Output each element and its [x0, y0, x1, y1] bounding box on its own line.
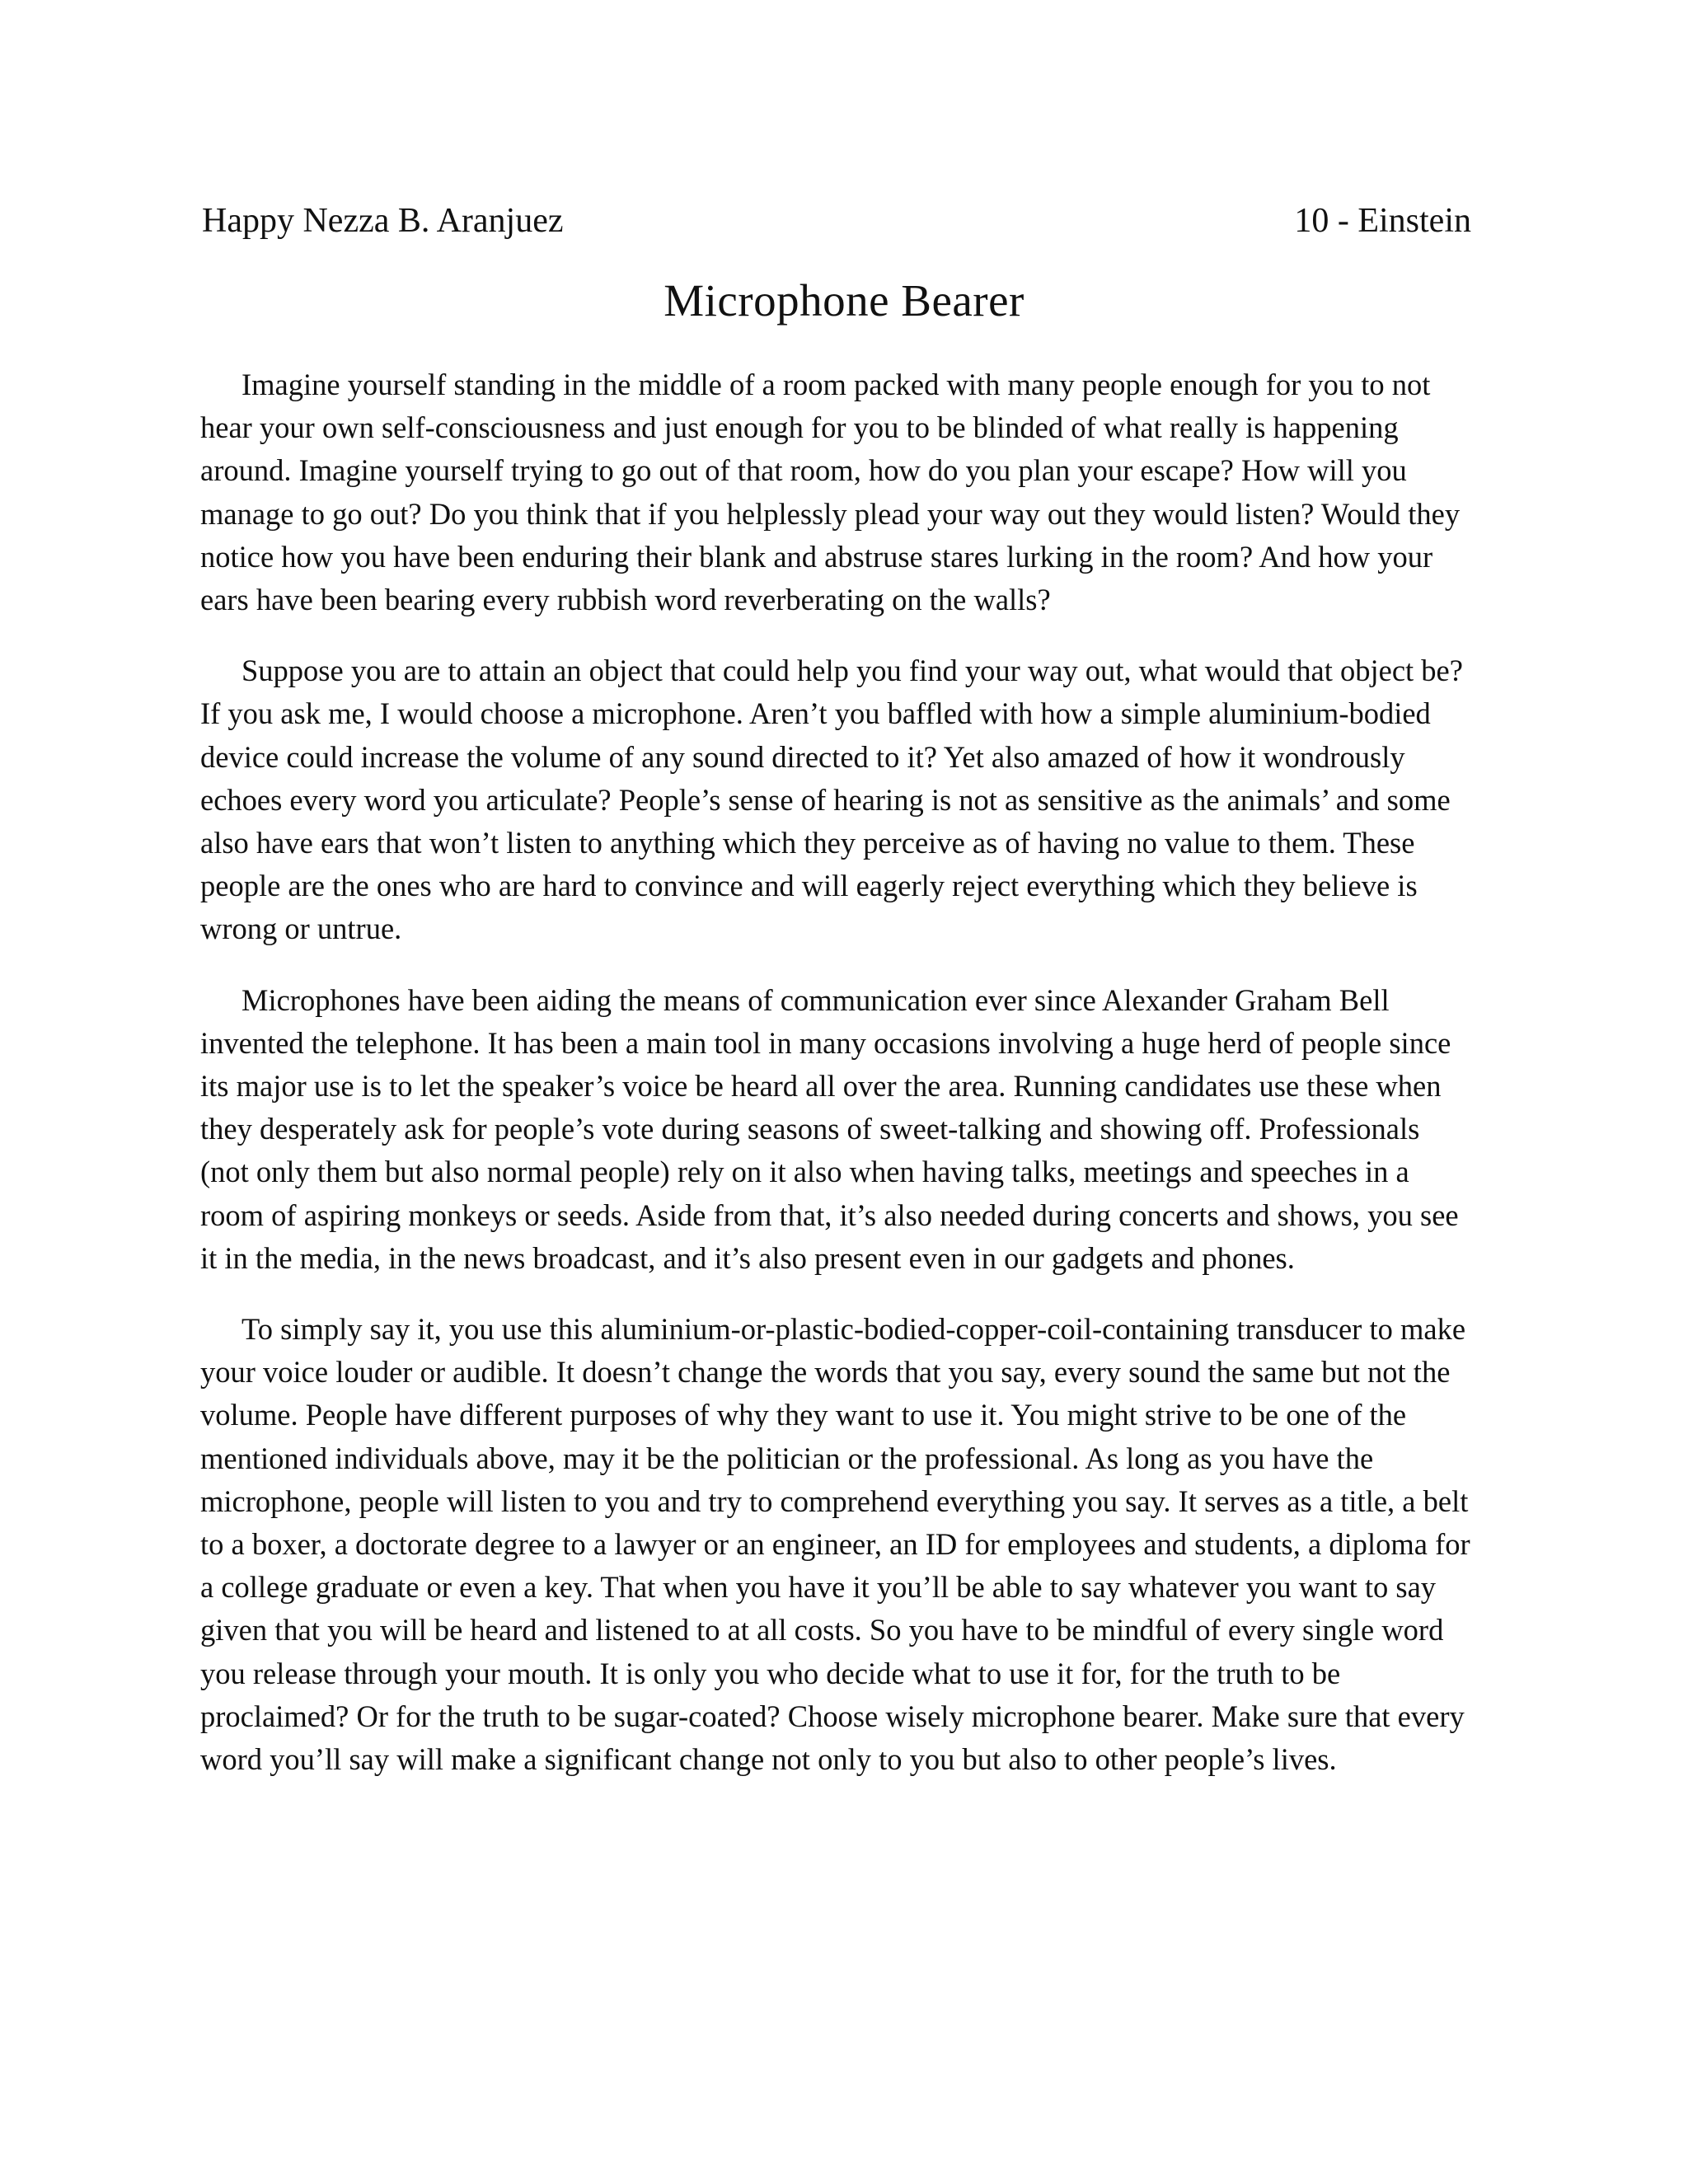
paragraph-1: Imagine yourself standing in the middle of a room packed with many people enough for you to not hear your own self-consciousness and just enough for you to be blinded of what really is happening around. Imagine yourself trying to go out of that room, how do you plan your escape? How will you manage to go out? Do you think that if you helplessly plead your way out they would listen? Would they notice how you have been enduring their blank and abstruse stares lurking in the room? And how your ears have been bearing every rubbish word reverberating on the walls? — [200, 368, 1461, 617]
document-header — [202, 196, 1471, 246]
author-name: Happy Nezza B. Aranjuez — [202, 202, 564, 240]
paragraph-2: Suppose you are to attain an object that could help you find your way out, what would that object be? If you ask me, I would choose a microphone. Aren’t you baffled with how a simple aluminium-bodied device could increase the volume of any sound directed to it? Yet also amazed of how it wondrously echoes every word you articulate? People’s sense of hearing is not as sensitive as the animals’ and some also have ears that won’t listen to anything which they perceive as of having no value to them. These people are the ones who are hard to convince and will eagerly reject everything which they believe is wrong or untrue. — [200, 654, 1463, 946]
paragraph-3: Microphones have been aiding the means of communication ever since Alexander Graham Bell invented the telephone. It has been a main tool in many occasions involving a huge herd of people since its major use is to let the speaker’s voice be heard all over the area. Running candidates use these when they desperately ask for people’s vote during seasons of sweet-talking and showing off. Professionals (not only them but also normal people) rely on it also when having talks, meetings and speeches in a room of aspiring monkeys or seeds. Aside from that, it’s also needed during concerts and shows, you see it in the media, in the news broadcast, and it’s also present even in our gadgets and phones. — [200, 982, 1459, 1275]
essay-title: Microphone Bearer — [663, 275, 1025, 326]
class-section: 10 - Einstein — [1294, 202, 1471, 240]
paragraph-4: To simply say it, you use this aluminium-or-plastic-bodied-copper-coil-containing transducer to make your voice louder or audible. It doesn’t change the words that you say, every sound the same but not the volume. People have different purposes of why they want to use it. You might strive to be one of the mentioned individuals above, may it be the politician or the professional. As long as you have the microphone, people will listen to you and try to comprehend everything you say. It serves as a title, a belt to a boxer, a doctorate degree to a lawyer or an engineer, an ID for employees and students, a diploma for a college graduate or even a key. That when you have it you’ll be able to say whatever you want to say given that you will be heard and listened to at all costs. So you have to be mindful of every single word you release through your mouth. It is only you who decide what to use it for, for the truth to be proclaimed? Or for the truth to be sugar-coated? Choose wisely microphone bearer. Make sure that every word you’ll say will make a significant change not only to you but also to other people’s lives. — [200, 1312, 1470, 1777]
essay-body — [200, 363, 1474, 1809]
